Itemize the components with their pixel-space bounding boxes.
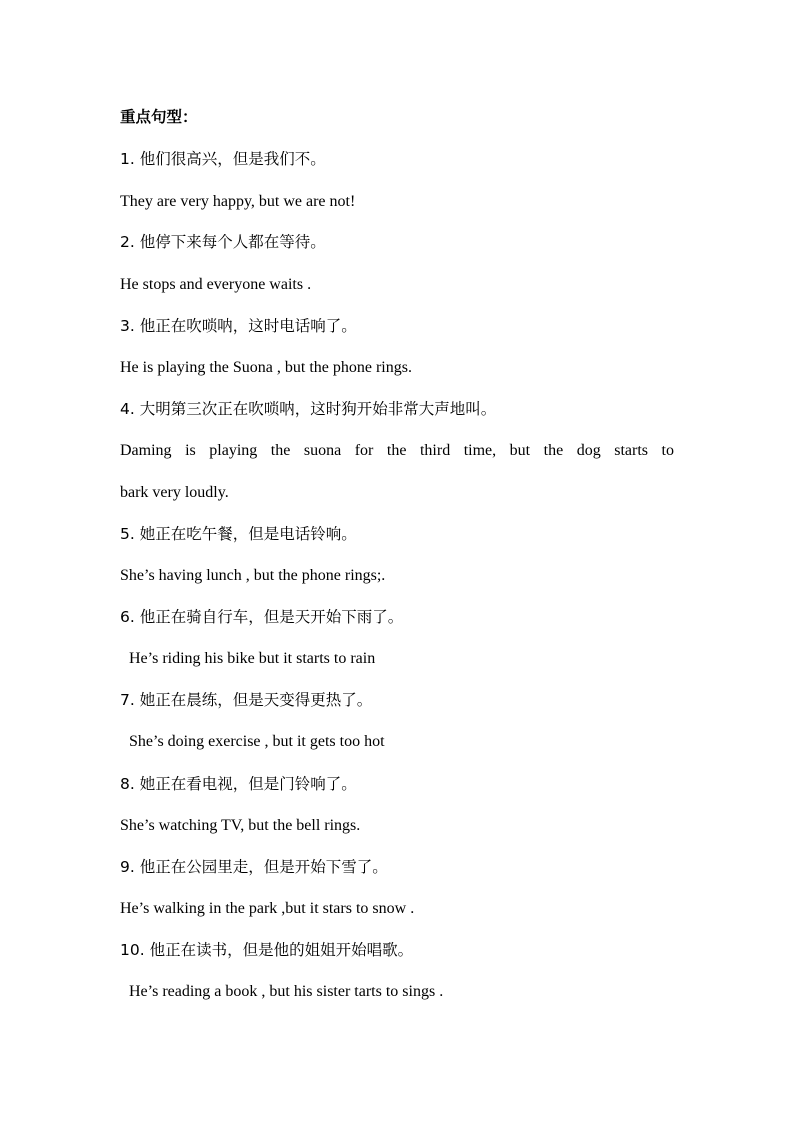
sentence-zh-1: 1. 他们很高兴，但是我们不。	[120, 150, 326, 168]
sentence-en-4-line-1: Daming is playing the suona for the third time, but the dog starts to	[120, 442, 674, 459]
sentence-en-2: He stops and everyone waits .	[120, 276, 312, 293]
sentence-en-1: They are very happy, but we are not!	[120, 193, 356, 210]
sentence-en-10: He’s reading a book , but his sister tarts to sings .	[129, 983, 444, 1000]
sentence-zh-7: 7. 她正在晨练，但是天变得更热了。	[120, 691, 373, 709]
sentence-zh-8: 8. 她正在看电视，但是门铃响了。	[120, 775, 357, 793]
sentence-zh-4: 4. 大明第三次正在吹唢呐，这时狗开始非常大声地叫。	[120, 400, 497, 418]
sentence-en-9: He’s walking in the park ,but it stars to snow .	[120, 900, 415, 917]
sentence-en-5: She’s having lunch , but the phone rings;.	[120, 567, 386, 584]
sentence-en-6: He’s riding his bike but it starts to rain	[129, 650, 376, 667]
sentence-en-3: He is playing the Suona , but the phone rings.	[120, 359, 412, 376]
sentence-zh-10: 10. 他正在读书，但是他的姐姐开始唱歌。	[120, 941, 414, 959]
section-heading: 重点句型：	[120, 108, 198, 126]
sentence-zh-6: 6. 他正在骑自行车，但是天开始下雨了。	[120, 608, 404, 626]
sentence-zh-9: 9. 他正在公园里走，但是开始下雪了。	[120, 858, 388, 876]
sentence-en-8: She’s watching TV, but the bell rings.	[120, 817, 361, 834]
sentence-zh-5: 5. 她正在吃午餐，但是电话铃响。	[120, 525, 357, 543]
sentence-en-4-line-2: bark very loudly.	[120, 484, 229, 501]
sentence-zh-2: 2. 他停下来每个人都在等待。	[120, 233, 326, 251]
sentence-en-7: She’s doing exercise , but it gets too hot	[129, 733, 385, 750]
sentence-zh-3: 3. 他正在吹唢呐，这时电话响了。	[120, 317, 357, 335]
